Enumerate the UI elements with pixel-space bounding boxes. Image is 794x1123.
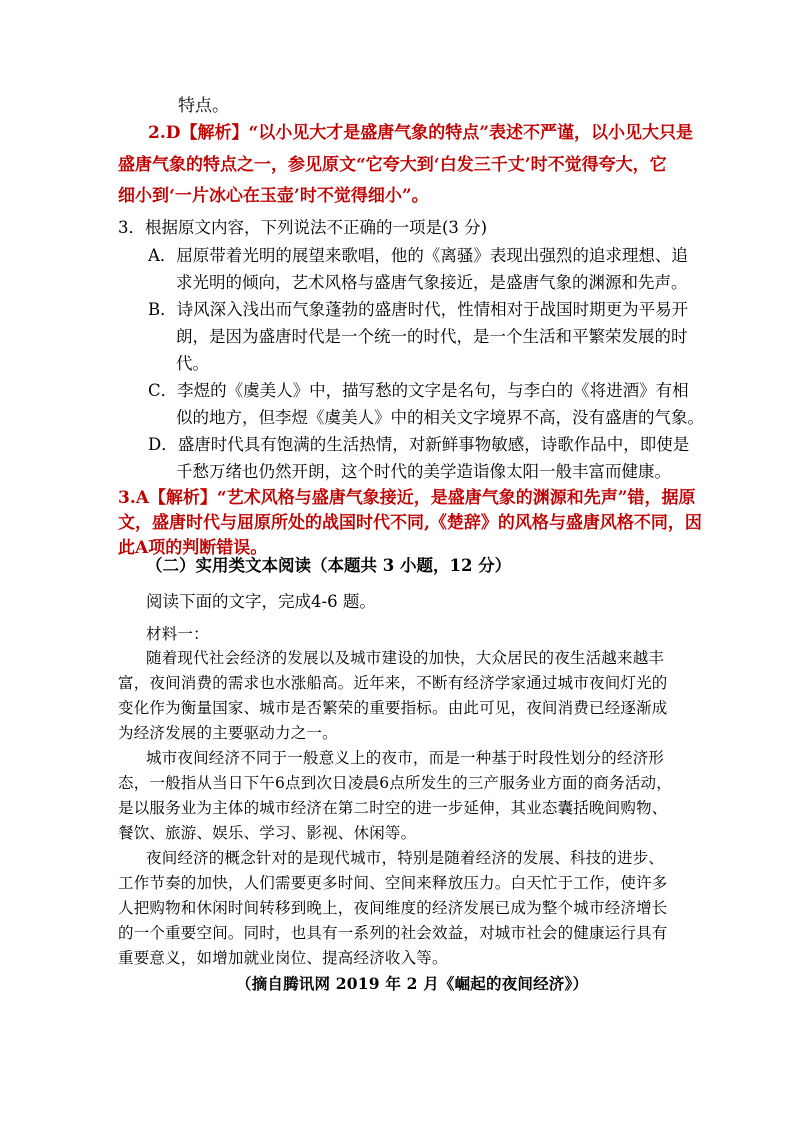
paragraph-1-line-2: 富，夜间消费的需求也水涨船高。近年来，不断有经济学家通过城市夜间灯光的 [118,674,668,692]
answer-3-line-1: 3.A【解析】“艺术风格与盛唐气象接近，是盛唐气象的渊源和先声”错，据原 [118,488,696,508]
continuation-line: 特点。 [178,96,229,116]
source-citation: （摘自腾讯网 2019 年 2 月《崛起的夜间经济》） [236,974,589,993]
paragraph-2-line-2: 态，一般指从当日下午6点到次日凌晨6点所发生的三产服务业方面的商务活动， [118,774,672,792]
reading-instruction: 阅读下面的文字，完成4-6 题。 [146,592,376,611]
option-d-line-2: 千愁万绪也仍然开朗，这个时代的美学造诣像太阳一般丰富而健康。 [176,462,671,481]
answer-2-line-3: 细小到‘一片冰心在玉壶’时不觉得细小”。 [118,186,429,206]
option-a-line-2: 求光明的倾向，艺术风格与盛唐气象接近，是盛唐气象的渊源和先声。 [176,273,688,292]
question-3-stem: 3．根据原文内容，下列说法不正确的一项是(3 分) [118,218,488,237]
answer-3-line-3: 此A项的判断错误。 [118,538,268,558]
option-b-line-1: B．诗风深入浅出而气象蓬勃的盛唐时代，性情相对于战国时期更为平易开 [148,300,689,319]
paragraph-3-line-4: 的一个重要空间。同时，也具有一系列的社会效益，对城市社会的健康运行具有 [118,924,668,942]
option-b-line-3: 代。 [176,354,209,373]
option-c-line-1: C．李煜的《虞美人》中，描写愁的文字是名句，与李白的《将进酒》有相 [148,381,689,400]
answer-2-line-1: 2.D【解析】“以小见大才是盛唐气象的特点”表述不严谨，以小见大只是 [148,123,694,143]
paragraph-3-line-2: 工作节奏的加快，人们需要更多时间、空间来释放压力。白天忙于工作，使许多 [118,874,668,892]
section-heading: （二）实用类文本阅读（本题共 3 小题，12 分） [146,556,512,575]
paragraph-3-line-3: 人把购物和休闲时间转移到晚上，夜间维度的经济发展已成为整个城市经济增长 [118,899,668,917]
paragraph-1-line-4: 为经济发展的主要驱动力之一。 [118,724,338,742]
paragraph-3-line-5: 重要意义，如增加就业岗位、提高经济收入等。 [118,949,448,967]
option-d-line-1: D．盛唐时代具有饱满的生活热情，对新鲜事物敏感，诗歌作品中，即使是 [148,435,690,454]
paragraph-1-line-1: 随着现代社会经济的发展以及城市建设的加快，大众居民的夜生活越来越丰 [146,649,665,667]
option-a-line-1: A．屈原带着光明的展望来歌唱，他的《离骚》表现出强烈的追求理想、追 [148,246,688,265]
answer-2-line-2: 盛唐气象的特点之一，参见原文“它夸大到‘白发三千丈’时不觉得夸大，它 [118,155,667,175]
paragraph-1-line-3: 变化作为衡量国家、城市是否繁荣的重要指标。由此可见，夜间消费已经逐渐成 [118,699,668,717]
option-b-line-2: 朗，是因为盛唐时代是一个统一的时代，是一个生活和平繁荣发展的时 [176,327,688,346]
answer-3-line-2: 文，盛唐时代与屈原所处的战国时代不同,《楚辞》的风格与盛唐风格不同，因 [118,513,702,533]
paragraph-3-line-1: 夜间经济的概念针对的是现代城市，特别是随着经济的发展、科技的进步、 [146,849,665,867]
paragraph-2-line-1: 城市夜间经济不同于一般意义上的夜市，而是一种基于时段性划分的经济形 [146,749,665,767]
material-label: 材料一： [146,625,209,643]
option-c-line-2: 似的地方，但李煜《虞美人》中的相关文字境界不高，没有盛唐的气象。 [176,408,704,427]
paragraph-2-line-4: 餐饮、旅游、娱乐、学习、影视、休闲等。 [118,824,417,842]
paragraph-2-line-3: 是以服务业为主体的城市经济在第二时空的进一步延伸，其业态囊括晚间购物、 [118,799,668,817]
